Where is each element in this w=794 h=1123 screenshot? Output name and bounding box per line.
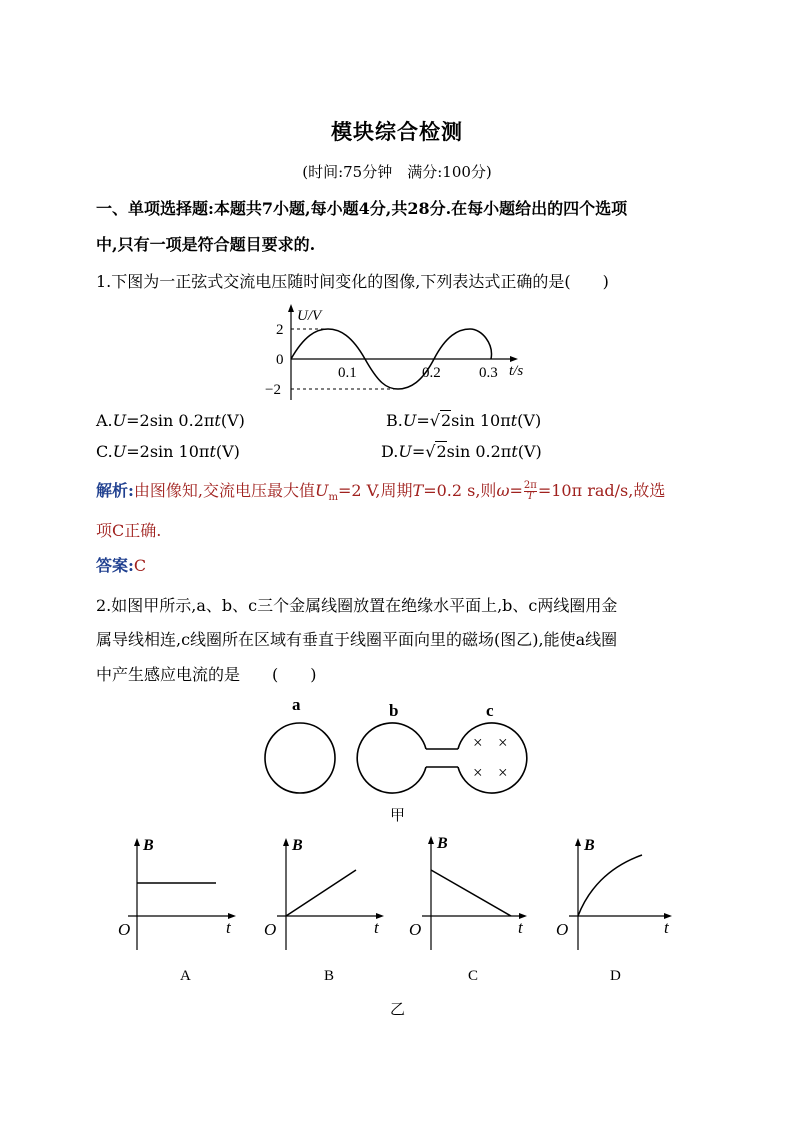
graph-a — [118, 837, 236, 984]
graph-d — [556, 837, 672, 984]
graph-c — [409, 835, 527, 984]
graph-b-origin: O — [264, 920, 277, 939]
graph-d-curve — [578, 855, 642, 916]
graph-d-origin: O — [556, 920, 569, 939]
q1-option-c: C.U=2sin 10πt(V) — [96, 442, 240, 461]
coil-b — [357, 723, 426, 793]
q2-stem-line2: 属导线相连,c线圈所在区域有垂直于线圈平面向里的磁场(图乙),能使a线圈 — [96, 630, 618, 649]
coil-a — [265, 723, 335, 793]
q1-ymax-label: 2 — [276, 322, 284, 338]
fig1-caption: 甲 — [390, 808, 406, 824]
graph-c-curve — [431, 870, 511, 916]
q1-stem: 1.下图为一正弦式交流电压随时间变化的图像,下列表达式正确的是( ) — [96, 272, 609, 291]
q1-ylabel: U/V — [297, 308, 322, 324]
q1-xtick-3: 0.3 — [479, 365, 498, 381]
q1-answer: 答案:C — [96, 556, 147, 575]
graph-c-ylabel: B — [437, 835, 448, 852]
graph-a-origin: O — [118, 920, 131, 939]
graph-a-letter: A — [180, 968, 191, 984]
field-mark-2: × — [498, 733, 508, 752]
q1-sine-graph — [262, 300, 532, 410]
q1-xtick-2: 0.2 — [422, 365, 441, 381]
graph-d-ylabel: B — [584, 837, 595, 854]
graph-a-xlabel: t — [226, 918, 231, 937]
q2-stem-line3: 中产生感应电流的是 ( ) — [96, 665, 317, 684]
coil-b-label: b — [389, 701, 399, 720]
fig2-caption: 乙 — [390, 1002, 406, 1018]
graph-c-xlabel: t — [518, 918, 523, 937]
q1-analysis-line2: 项C正确. — [96, 521, 162, 540]
q1-x-arrow — [510, 356, 518, 362]
coil-c-label: c — [486, 701, 494, 720]
q2-stem-line1: 2.如图甲所示,a、b、c三个金属线圈放置在绝缘水平面上,b、c两线圈用金 — [96, 596, 618, 615]
graph-b-ylabel: B — [292, 837, 303, 854]
field-mark-3: × — [473, 763, 483, 782]
coil-a-label: a — [292, 695, 301, 714]
graph-c-letter: C — [468, 968, 479, 984]
graph-b-xlabel: t — [374, 918, 379, 937]
q1-option-b: B.U=√2sin 10πt(V) — [386, 411, 542, 430]
q1-xlabel: t/s — [509, 363, 524, 379]
graph-d-xlabel: t — [664, 918, 669, 937]
section-heading-line2: 中,只有一项是符合题目要求的. — [96, 235, 316, 254]
page-title: 模块综合检测 — [331, 119, 463, 144]
q1-y-arrow — [288, 304, 294, 312]
q1-analysis: 解析:由图像知,交流电压最大值$U_m=2$ V,周期T=0.2 s,则ω= $\frac{2\pi}{T}=10\pi$ rad/s,故选 — [96, 480, 666, 504]
field-mark-4: × — [498, 763, 508, 782]
section-heading-line1: 一、单项选择题:本题共7小题,每小题4分,共28分.在每小题给出的四个选项 — [96, 199, 628, 218]
q1-option-d: D.U=√2sin 0.2πt(V) — [381, 442, 542, 461]
q1-xtick-1: 0.1 — [338, 365, 357, 381]
graph-b-letter: B — [324, 968, 335, 984]
graph-d-letter: D — [610, 968, 621, 984]
exam-info: (时间:75分钟 满分:100分) — [302, 163, 492, 181]
q1-origin-label: 0 — [276, 352, 284, 368]
graph-b — [264, 837, 384, 984]
q2-coils-figure — [255, 690, 545, 830]
graph-a-ylabel: B — [143, 837, 154, 854]
q1-option-a: A.U=2sin 0.2πt(V) — [96, 411, 245, 430]
coil-c — [458, 723, 527, 793]
graph-c-origin: O — [409, 920, 422, 939]
field-mark-1: × — [473, 733, 483, 752]
graph-b-curve — [286, 870, 356, 916]
q1-ymin-label: −2 — [265, 382, 281, 398]
q2-bt-graphs — [110, 832, 690, 1022]
